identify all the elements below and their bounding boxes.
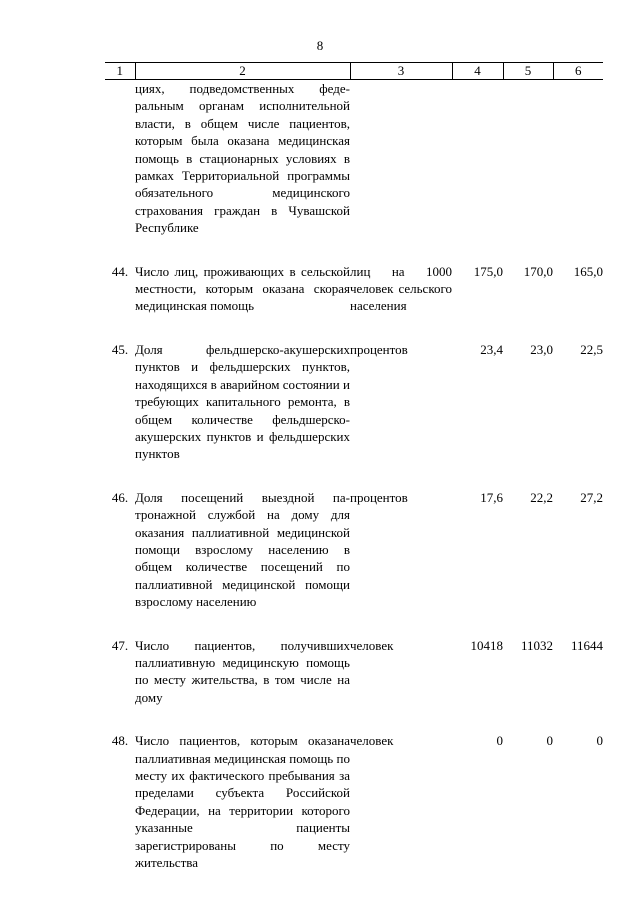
column-header-3: 3 — [350, 63, 452, 80]
column-header-5: 5 — [503, 63, 553, 80]
table-row-continuation — [105, 80, 603, 237]
row-number: 46. — [111, 489, 129, 505]
table-row — [105, 489, 603, 611]
table-row — [105, 732, 603, 871]
row-value-col4: 17,6 — [480, 489, 503, 505]
row-value-col4: 10418 — [470, 637, 503, 653]
row-description: Доля фельдшерско-акушерских пунктов и фельдшерских пунктов, находящихся в аварийном состоянии и требующих капитального ремонта, в общем количестве фельдшерско-акушерских пунктов и фельдшерских пунктов — [135, 341, 350, 462]
row-description: Число лиц, проживающих в сельской местности, которым оказана скорая медицинская помощь — [135, 263, 350, 314]
row-value-col6: 11644 — [570, 637, 603, 653]
row-value-col5: 11032 — [520, 637, 553, 653]
row-number: 47. — [111, 637, 129, 653]
page-number: 8 — [316, 38, 324, 53]
row-value-col6: 165,0 — [573, 263, 603, 279]
row-unit: человек — [350, 637, 394, 653]
row-unit: процентов — [350, 489, 408, 505]
row-unit: человек — [350, 733, 394, 749]
row-value-col6: 0 — [596, 733, 603, 749]
row-value-col4: 23,4 — [480, 341, 503, 357]
row-unit: процентов — [350, 341, 408, 357]
row-description: циях, подведомственных федеральным органам исполнительной власти, в общем числе пациентов, которым была оказана медицинская помощь в стационарных условиях в рамках Территориальной программы обязательного медицинского страхования граждан в Чувашской Республике — [135, 81, 350, 236]
row-value-col5: 22,2 — [530, 489, 553, 505]
row-number: 45. — [111, 341, 129, 357]
table-row — [105, 263, 603, 315]
column-header-4: 4 — [452, 63, 503, 80]
column-header-2: 2 — [135, 63, 350, 80]
row-value-col5: 23,0 — [530, 341, 553, 357]
row-description: Число пациентов, которым оказана паллиативная медицинская помощь по месту их фактического пребывания за пределами субъекта Российской Федерации, на территории которого указанные пациенты зарегистрированы по месту жительства — [135, 733, 350, 871]
indicators-table — [105, 62, 603, 871]
row-unit: лиц на 1000 человек сельского населения — [350, 263, 452, 314]
row-description: Число пациентов, получивших паллиативную медицинскую помощь по месту жительства, в том числе на дому — [135, 637, 350, 705]
column-header-row — [105, 63, 603, 80]
row-description: Доля посещений выездной патронажной службой на дому для оказания паллиативной медицинской помощи взрослому населению в общем количестве посещений по паллиативной медицинской помощи взрослому населению — [135, 489, 350, 610]
row-value-col4: 0 — [496, 733, 503, 749]
table-row — [105, 637, 603, 707]
table-row — [105, 341, 603, 463]
row-number: 48. — [111, 733, 129, 749]
column-header-6: 6 — [553, 63, 603, 80]
row-value-col5: 170,0 — [523, 263, 553, 279]
column-header-1: 1 — [105, 63, 135, 80]
row-value-col6: 22,5 — [580, 341, 603, 357]
row-value-col4: 175,0 — [473, 263, 503, 279]
row-value-col6: 27,2 — [580, 489, 603, 505]
row-number: 44. — [111, 263, 129, 279]
row-value-col5: 0 — [546, 733, 553, 749]
